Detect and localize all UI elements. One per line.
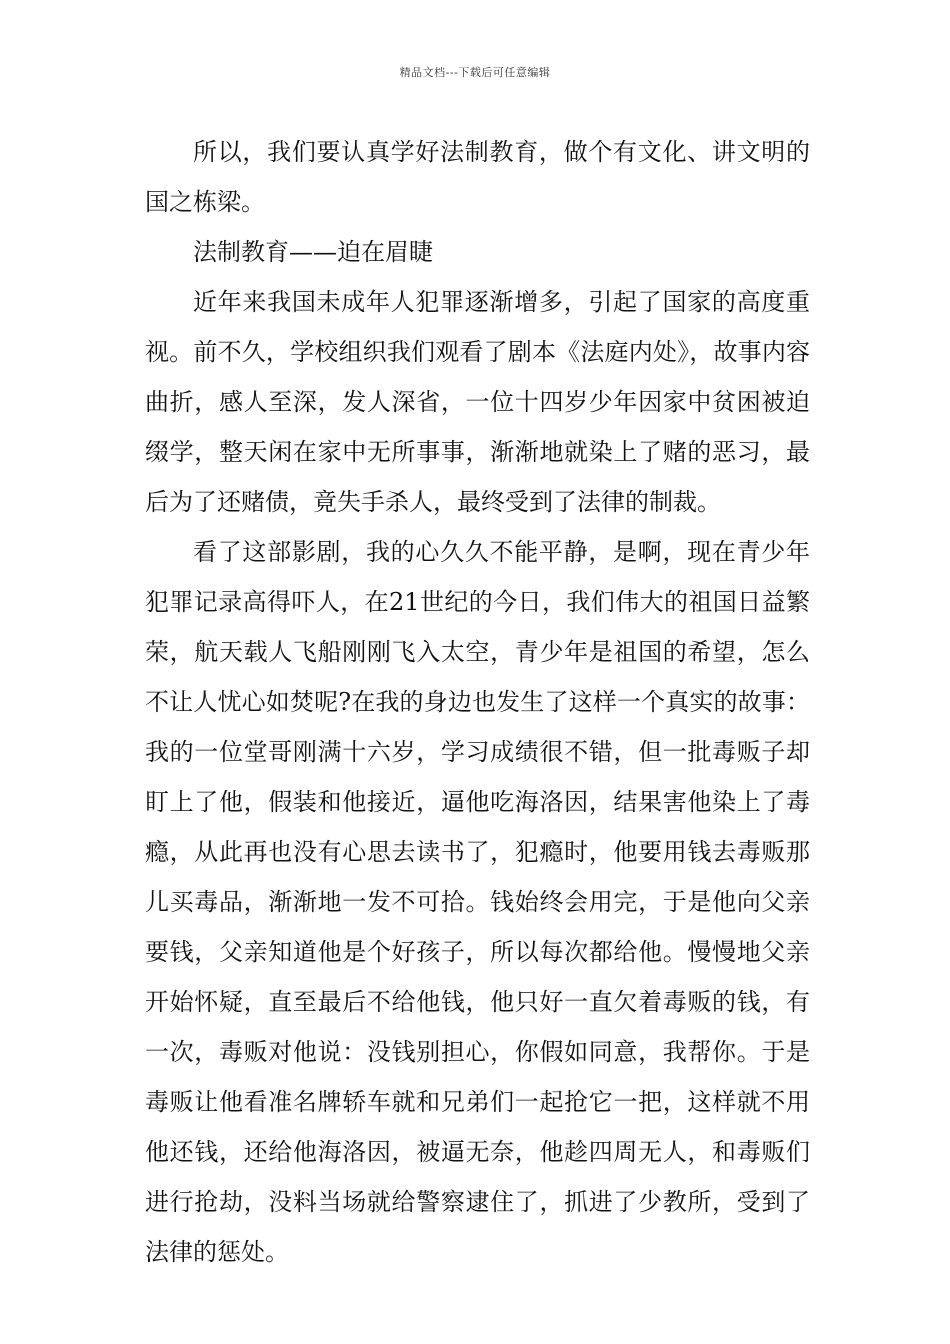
paragraph-intro: 近年来我国未成年人犯罪逐渐增多，引起了国家的高度重视。前不久，学校组织我们观看了剧本《法庭内处》，故事内容曲折，感人至深，发人深省，一位十四岁少年因家中贫困被迫缀学，整天闲在家中无所事事，渐渐地就染上了赌的恶习，最后为了还赌债，竟失手杀人，最终受到了法律的制裁。 [145,288,810,516]
section-title: 法制教育——迫在眉睫 [193,238,433,266]
paragraph-story: 看了这部影剧，我的心久久不能平静，是啊，现在青少年犯罪记录高得吓人，在21世纪的今日，我们伟大的祖国日益繁荣，航天载人飞船刚刚飞入太空，青少年是祖国的希望，怎么不让人忧心如焚呢?在我的身边也发生了这样一个真实的故事：我的一位堂哥刚满十六岁，学习成绩很不错，但一批毒贩子却盯上了他，假装和他接近，逼他吃海洛因，结果害他染上了毒瘾，从此再也没有心思去读书了，犯瘾时，他要用钱去毒贩那儿买毒品，渐渐地一发不可拾。钱始终会用完，于是他向父亲要钱，父亲知道他是个好孩子，所以每次都给他。慢慢地父亲开始怀疑，直至最后不给他钱，他只好一直欠着毒贩的钱，有一次，毒贩对他说：没钱别担心，你假如同意，我帮你。于是毒贩让他看准名牌轿车就和兄弟们一起抢它一把，这样就不用他还钱，还给他海洛因，被逼无奈，他趁四周无人，和毒贩们进行抢劫，没料当场就给警察逮住了，抓进了少教所，受到了法律的惩处。 [145,538,810,1266]
paragraph-conclusion: 所以，我们要认真学好法制教育，做个有文化、讲文明的国之栋梁。 [145,138,810,216]
document-body [145,127,810,1277]
page-header: 精品文档---下载后可任意编辑 [399,66,551,79]
